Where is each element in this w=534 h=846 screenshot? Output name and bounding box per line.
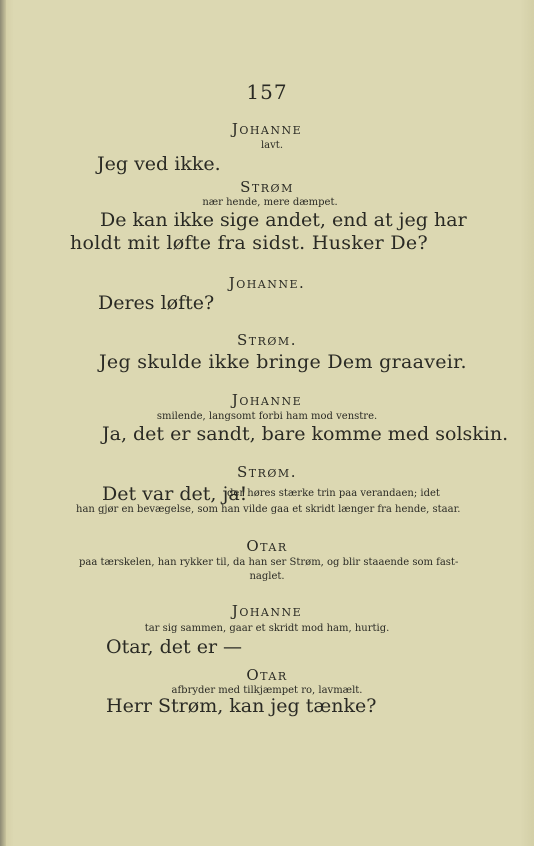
dialogue-line: Herr Strøm, kan jeg tænke? [106, 695, 377, 717]
stage-direction: afbryder med tilkjæmpet ro, lavmælt. [171, 685, 363, 696]
stage-direction: lavt. [260, 140, 283, 151]
dialogue-line: holdt mit løfte fra sidst. Husker De? [70, 232, 428, 254]
dialogue-line: Deres løfte? [98, 292, 215, 314]
speaker-name: Johanne [231, 120, 303, 138]
dialogue-line: Det var det, ja! [102, 483, 248, 505]
speaker-name: Otar [246, 537, 288, 555]
speaker-name: Strøm. [237, 331, 297, 349]
dialogue-line: De kan ikke sige andet, end at jeg har [100, 209, 467, 231]
page-number: 157 [246, 80, 288, 104]
dialogue-line: Otar, det er — [106, 636, 243, 658]
dialogue-line: Jeg skulde ikke bringe Dem graaveir. [99, 351, 467, 373]
stage-direction: paa tærskelen, han rykker til, da han ser Strøm, og blir staaende som fast- [79, 557, 459, 568]
dialogue-line: Jeg ved ikke. [97, 153, 221, 175]
speaker-name: Strøm. [237, 463, 297, 481]
dialogue-line: Ja, det er sandt, bare komme med solskin. [102, 423, 509, 445]
stage-direction: naglet. [249, 571, 285, 582]
speaker-name: Johanne [231, 602, 303, 620]
speaker-name: Strøm [240, 178, 294, 196]
speaker-name: Otar [246, 666, 288, 684]
stage-direction: tar sig sammen, gaar et skridt mod ham, hurtig. [144, 623, 390, 634]
stage-direction: nær hende, mere dæmpet. [202, 197, 338, 208]
speaker-name: Johanne. [228, 274, 306, 292]
stage-direction: der høres stærke trin paa verandaen; idet [227, 488, 440, 499]
stage-direction: smilende, langsomt forbi ham mod venstre. [156, 411, 378, 422]
stage-direction: han gjør en bevægelse, som han vilde gaa et skridt længer fra hende, staar. [76, 504, 461, 515]
speaker-name: Johanne [231, 391, 303, 409]
